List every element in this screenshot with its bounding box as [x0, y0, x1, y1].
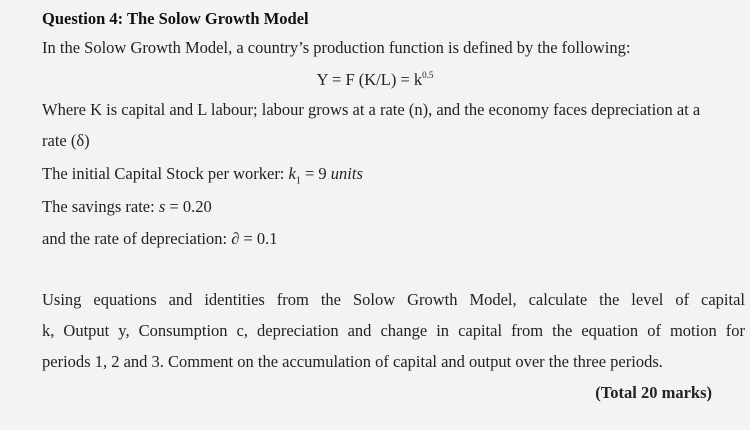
- capital-units: units: [330, 164, 363, 183]
- task-line-3: periods 1, 2 and 3. Comment on the accumulation of capital and output over the three periods.: [42, 352, 663, 371]
- task-line-2: k, Output y, Consumption c, depreciation and change in capital from the equation of motion for: [42, 321, 745, 340]
- equation-exponent: 0.5: [422, 70, 434, 80]
- task-line-1: Using equations and identities from the Solow Growth Model, calculate the level of capital: [42, 290, 745, 309]
- depreciation-line: [42, 229, 278, 249]
- dep-label: and the rate of depreciation:: [42, 229, 232, 248]
- savings-label: The savings rate:: [42, 197, 159, 216]
- equation-base: Y = F (K/L) = k: [316, 70, 423, 89]
- question-title: Question 4: The Solow Growth Model: [42, 9, 309, 28]
- savings-rate-line: [42, 197, 212, 217]
- where-line-1: Where K is capital and L labour; labour grows at a rate (n), and the economy faces depreciation at a: [42, 100, 701, 119]
- total-marks: (Total 20 marks): [595, 383, 712, 402]
- intro-text: In the Solow Growth Model, a country’s production function is defined by the following:: [42, 38, 631, 57]
- dep-var: ∂: [231, 229, 240, 248]
- dep-value: = 0.1: [239, 229, 278, 248]
- savings-var: s: [158, 197, 166, 216]
- where-line-2: rate (δ): [42, 131, 90, 150]
- initial-capital-line: [42, 164, 363, 191]
- production-function-equation: [0, 70, 750, 90]
- savings-value: = 0.20: [165, 197, 212, 216]
- capital-eq: = 9: [300, 164, 331, 183]
- capital-var: k: [288, 164, 296, 183]
- capital-label: The initial Capital Stock per worker:: [42, 164, 289, 183]
- capital-subscript: 1: [295, 175, 301, 187]
